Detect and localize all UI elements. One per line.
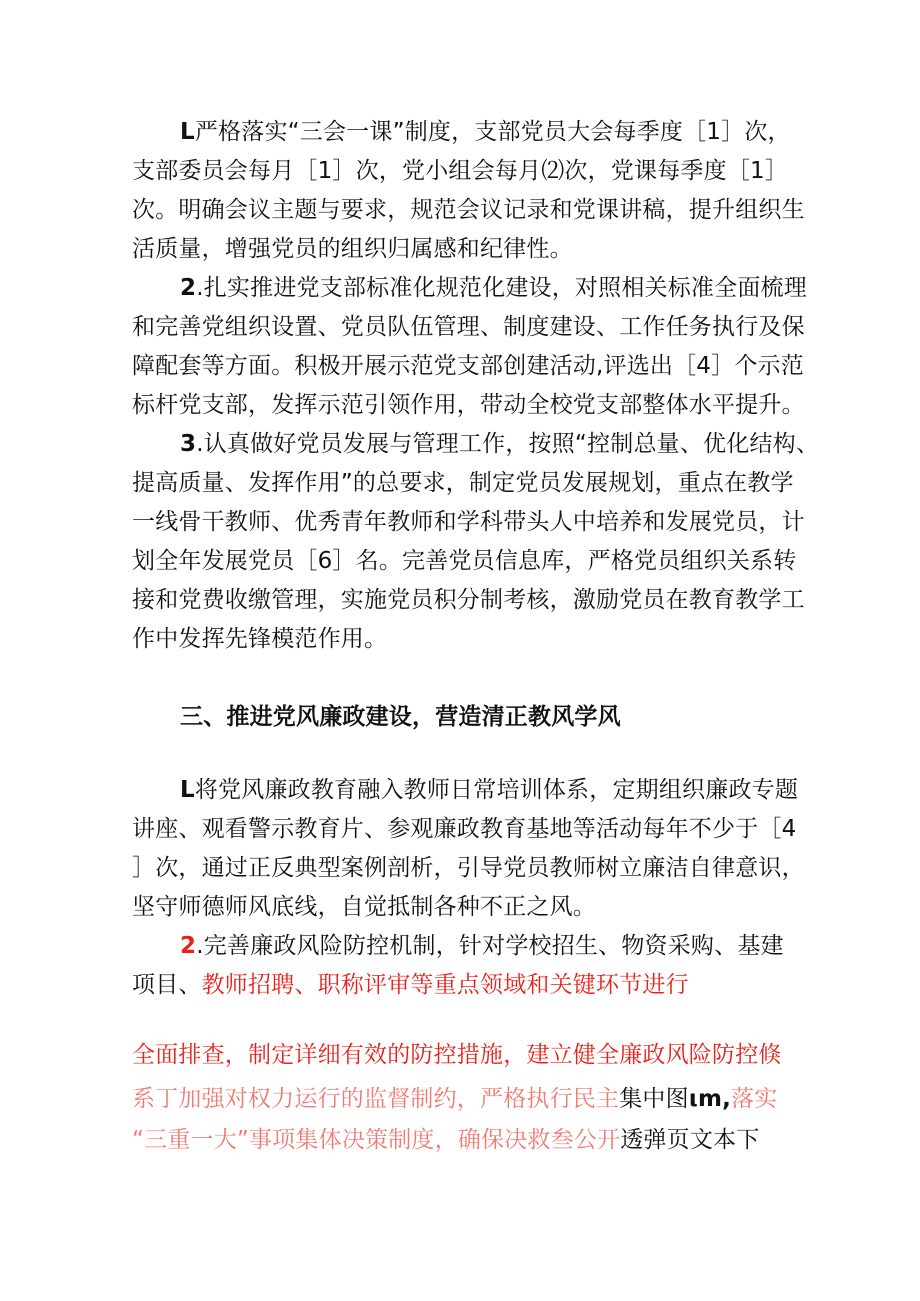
item-number: 2 (180, 933, 197, 959)
item-number: L (180, 777, 195, 803)
paragraph-line: 次。明确会议主题与要求，规范会议记录和党课讲稿，提升组织生 (132, 197, 805, 223)
paragraph-line: 系丁加强对权力运行的监督制约，严格执行民主集中图ιm,落实 (132, 1086, 778, 1112)
paragraph-line: 2.扎实推进党支部标准化规范化建设，对照相关标准全面梳理 (180, 275, 807, 301)
paragraph-line: 标杆党支部，发挥示范引领作用，带动全校党支部整体水平提升。 (132, 392, 805, 418)
paragraph-line: 活质量，增强党员的组织归属感和纪律性。 (132, 236, 573, 262)
paragraph-line: “三重一大”事项集体决策制度，确保决救叁公开透弹页文本下 (132, 1127, 760, 1153)
highlighted-text: 教师招聘、职称评审等重点领域和关键环节进行 (201, 972, 689, 998)
item-number: 2 (180, 275, 197, 301)
paragraph-line: 3.认真做好党员发展与管理工作，按照“控制总量、优化结构、 (180, 431, 820, 457)
paragraph-line: 和完善党组织设置、党员队伍管理、制度建设、工作任务执行及保 (132, 314, 805, 340)
paragraph-line: L严格落实“三会一课”制度，支部党员大会每季度［1］次， (180, 119, 791, 145)
paragraph-line: 2.完善廉政风险防控机制，针对学校招生、物资采购、基建 (180, 933, 784, 959)
paragraph-line: L将党风廉政教育融入教师日常培训体系，定期组织廉政专题 (180, 777, 799, 803)
paragraph-line: 支部委员会每月［1］次，党小组会每月⑵次，党课每季度［1］ (132, 158, 789, 184)
paragraph-line: 划全年发展党员［6］名。完善党员信息库，严格党员组织关系转 (132, 548, 797, 574)
paragraph-line: 接和党费收缴管理，实施党员积分制考核，激励党员在教育教学工 (132, 587, 805, 613)
item-number: 3 (180, 431, 197, 457)
paragraph-line: ］次，通过正反典型案例剖析，引导党员教师树立廉洁自律意识， (132, 855, 805, 881)
paragraph-line: 作中发挥先锋模范作用。 (132, 626, 388, 652)
paragraph-line: 项目、教师招聘、职称评审等重点领域和关键环节进行 (132, 972, 689, 998)
paragraph-line: 讲座、观看警示教育片、参观廉政教育基地等活动每年不少于［4 (132, 816, 797, 842)
faded-text: 系丁加强对权力运行的监督制约，严格执行民主 (132, 1086, 620, 1112)
section-heading: 三、推进党风廉政建设，营造清正教风学风 (180, 704, 621, 730)
item-number: L (180, 119, 195, 145)
paragraph-line: 坚守师德师风底线，自觉抵制各种不正之风。 (132, 894, 596, 920)
paragraph-line: 全面排查，制定详细有效的防控措施，建立健全廉政风险防控倏 (132, 1042, 782, 1068)
faded-text: “三重一大”事项集体决策制度，确保决救叁公开 (132, 1127, 621, 1153)
paragraph-line: 一线骨干教师、优秀青年教师和学科带头人中培养和发展党员，计 (132, 509, 805, 535)
paragraph-line: 提高质量、发挥作用”的总要求，制定党员发展规划，重点在教学 (132, 470, 794, 496)
paragraph-line: 障配套等方面。积极开展示范党支部创建活动,评选出［4］个示范 (132, 353, 804, 379)
